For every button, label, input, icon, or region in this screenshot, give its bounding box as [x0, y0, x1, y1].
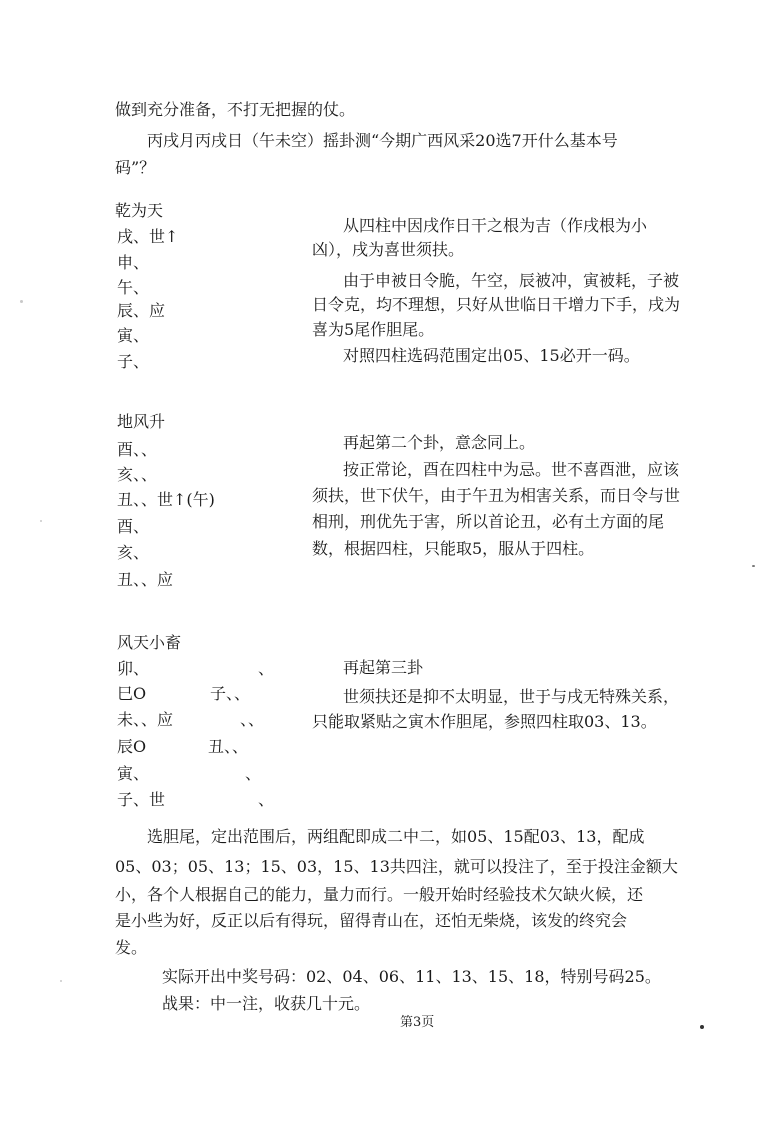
intro-line-1: 做到充分准备，不打无把握的仗。: [115, 100, 356, 119]
hexagram-3-line-left: 寅、: [117, 764, 150, 783]
hexagram-2-analysis-line: 按正常论，酉在四柱中为忌。世不喜酉泄，应该: [343, 460, 680, 479]
hexagram-3-line-right: 、: [258, 659, 275, 678]
scan-speck: [20, 300, 23, 303]
hexagram-3-analysis-line: 再起第三卦: [343, 658, 424, 677]
summary-line: 05、03；05、13；15、03，15、13共四注，就可以投注了，至于投注金额大: [115, 857, 678, 876]
hexagram-3-line-right: 、、: [240, 710, 265, 729]
hexagram-1-analysis-line: 由于申被日令脆，午空，辰被冲，寅被耗，子被: [343, 271, 680, 290]
hexagram-1-analysis-line: 喜为5尾作胆尾。: [312, 320, 435, 339]
hexagram-3-title: 风天小畜: [117, 633, 182, 652]
hexagram-1-line: 申、: [117, 253, 150, 272]
hexagram-2-line: 亥、: [117, 543, 150, 562]
hexagram-3-line-left: 未、、应: [117, 710, 174, 729]
hexagram-3-analysis-line: 只能取紧贴之寅木作胆尾，参照四柱取03、13。: [312, 712, 657, 731]
hexagram-2-line: 酉、: [117, 517, 150, 536]
hexagram-1-line: 戌、世↑: [117, 227, 179, 246]
hexagram-1-analysis-line: 从四柱中因戌作日干之根为吉（作戌根为小: [343, 216, 648, 235]
page-number: 第3页: [400, 1015, 435, 1030]
summary-line: 发。: [115, 938, 148, 957]
hexagram-3-line-right: 、: [258, 790, 275, 809]
hexagram-2-analysis-line: 再起第二个卦，意念同上。: [343, 433, 536, 452]
hexagram-3-line-left: 子、世: [117, 790, 166, 809]
hexagram-2-title: 地风升: [117, 412, 166, 431]
intro-line-2: 丙戌月丙戌日（午未空）摇卦测“今期广西风采20选7开什么基本号: [147, 131, 618, 150]
hexagram-3-line-left: 辰O: [117, 737, 147, 756]
hexagram-2-line: 丑、、应: [117, 570, 174, 589]
scan-speck: [752, 565, 755, 567]
hexagram-1-analysis-line: 日令克，均不理想，只好从世临日干增力下手，戌为: [312, 295, 681, 314]
scan-speck: [60, 980, 62, 982]
hexagram-2-analysis-line: 须扶，世下伏午，由于午丑为相害关系，而日令与世: [312, 486, 681, 505]
hexagram-1-line: 辰、应: [117, 301, 166, 320]
hexagram-3-analysis-line: 世须扶还是抑不太明显，世于与戌无特殊关系，: [343, 687, 680, 706]
hexagram-1-line: 子、: [117, 352, 150, 371]
hexagram-2-analysis-line: 相刑，刑优先于害，所以首论丑，必有土方面的尾: [312, 512, 665, 531]
hexagram-1-line: 午、: [117, 278, 150, 297]
hexagram-3-line-right: 、: [245, 764, 262, 783]
result-line: 战果：中一注，收获几十元。: [162, 994, 371, 1013]
hexagram-1-analysis-line: 对照四柱选码范围定出05、15必开一码。: [343, 346, 640, 365]
hexagram-1-title: 乾为天: [115, 201, 164, 220]
summary-line: 选胆尾，定出范围后，两组配即成二中二，如05、15配03、13，配成: [147, 827, 645, 846]
winning-numbers-line: 实际开出中奖号码：02、04、06、11、13、15、18，特别号码25。: [162, 967, 661, 986]
intro-line-3: 码”？: [115, 158, 156, 177]
scan-speck: [40, 520, 42, 522]
hexagram-3-line-right: 丑、、: [208, 737, 249, 756]
summary-line: 小，各个人根据自己的能力，量力而行。一般开始时经验技术欠缺火候，还: [115, 885, 644, 904]
summary-line: 是小些为好，反正以后有得玩，留得青山在，还怕无柴烧，该发的终究会: [115, 911, 628, 930]
scan-speck: [700, 1025, 704, 1029]
hexagram-1-line: 寅、: [117, 326, 150, 345]
hexagram-2-line: 酉、、: [117, 440, 158, 459]
hexagram-3-line-left: 卯、: [117, 659, 150, 678]
hexagram-2-line: 丑、、世↑(午): [117, 490, 215, 509]
hexagram-2-line: 亥、、: [117, 465, 158, 484]
hexagram-2-analysis-line: 数，根据四柱，只能取5，服从于四柱。: [312, 539, 595, 558]
hexagram-3-line-right: 子、、: [210, 684, 251, 703]
hexagram-3-line-left: 巳O: [117, 684, 147, 703]
hexagram-1-analysis-line: 凶），戌为喜世须扶。: [312, 240, 465, 259]
